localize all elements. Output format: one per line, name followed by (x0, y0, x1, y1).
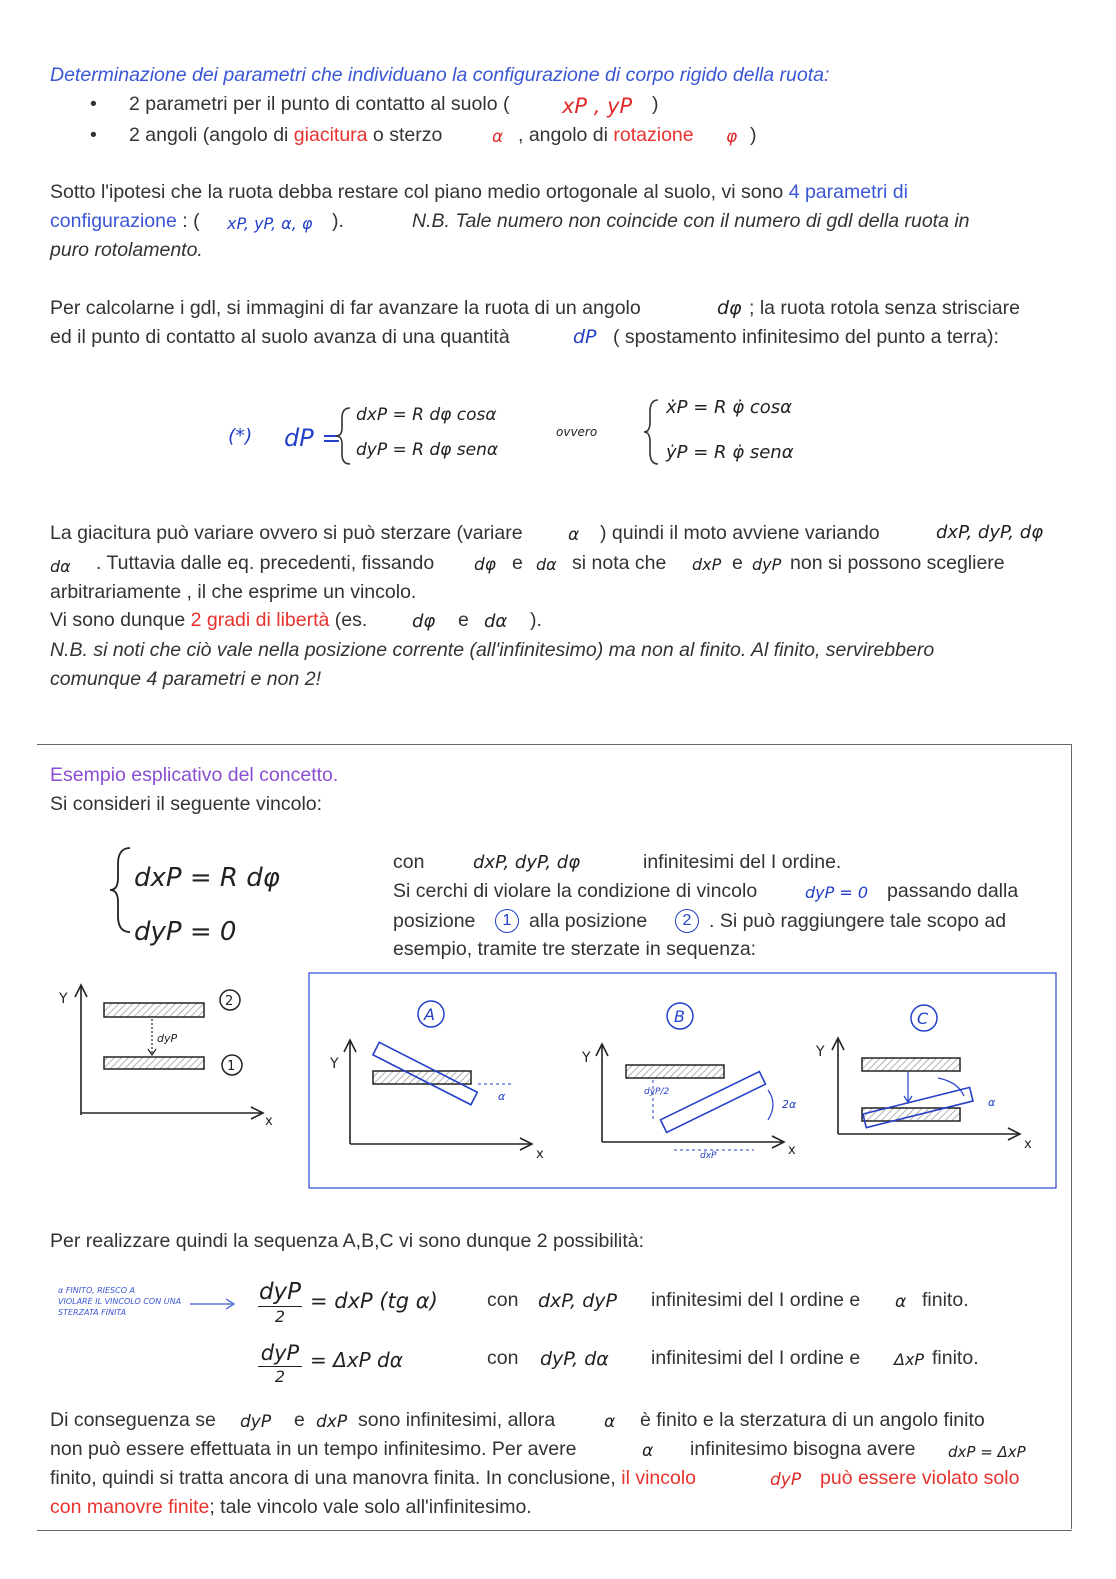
possibilities-intro: Per realizzare quindi la sequenza A,B,C vi sono dunque 2 possibilità: (50, 1230, 645, 1252)
nb-note-finite: N.B. si noti che ciò vale nella posizione corrente (all'infinitesimo) ma non al finito. Al finito, servirebbero (50, 639, 935, 661)
nb-note-finite-line2: comunque 4 parametri e non 2! (50, 668, 322, 690)
constraint-row1: dxP = R dφ (134, 863, 280, 893)
example-text-line4: esempio, tramite tre sterzate in sequenza: (393, 938, 757, 960)
nb-note: N.B. Tale numero non coincide con il numero di gdl della ruota in (412, 210, 970, 232)
figure-steering-sequence (308, 972, 1058, 1190)
panel-A-alpha: α (498, 1090, 506, 1103)
paragraph-steering-line1: La giacitura può variare ovvero si può sterzare (variare α ) quindi il moto avviene variando dxP, dyP, dφ (50, 522, 1044, 545)
formula1-desc: infinitesimi del I ordine e (651, 1289, 861, 1311)
formula2-finite: finito. (932, 1347, 979, 1369)
wheel-position-1 (104, 1057, 204, 1069)
bullet-text: 2 parametri per il punto di contatto al suolo ( (129, 93, 510, 115)
formula2-dxp: ΔxP (894, 1350, 925, 1369)
conclusion-line2: non può essere effettuata in un tempo infinitesimo. Per avere α infinitesimo bisogna avere dxP = ΔxP (50, 1438, 1026, 1461)
bullet-dot: • (90, 124, 97, 146)
figure-positions (55, 975, 295, 1130)
handwritten-dphi: dφ (717, 297, 742, 319)
notes-page: Determinazione dei parametri che individuano la configurazione di corpo rigido della ruota: • 2 parametri per il punto di contatto al suolo ( xP , yP ) • 2 angoli (angolo di giacitura o sterzo α , angolo di rotazione φ ) Sotto l'ipotesi che la ruota debba restare col piano medio ortogonale al suolo, vi sono 4 parametri di configurazione : ( xP, yP, α, φ ). N.B. Tale numero non coincide con il numero di gdl della ruota in puro rotolamento. Per calcolarne i gdl, si immagini di far avanzare la ruota di un angolo dφ ; la ruota rotola senza strisciare ed il punto di contatto al suolo avanza di una quantità dP ( spostamento infinitesimo del punto a terra): (*) dP = dxP = R dφ cosα dyP = R dφ senα ovvero ẋP = R φ̇ cosα ẏP = R φ̇ senα La giacitura può variare ovvero si può sterzare (variare α ) quindi il moto avviene variando dxP, dyP, dφ dα . Tuttavia dalle eq. precedenti, fissando dφ e dα si nota che dxP e dyP non si possono scegliere arbitrariamente , il che esprime un vincolo. Vi sono dunque 2 gradi di libertà (es. dφ e dα ). N.B. si noti che ciò vale nella posizione corrente (all'infinitesimo) ma non al finito. Al finito, servirebbero comunque 4 parametri e non 2! Esempio esplicativo del concetto. Si consideri il seguente vincolo: dxP = R dφ dyP = 0 con dxP, dyP, dφ infinitesimi del I ordine. Si cerchi di violare la condizione di vincolo dyP = 0 passando dalla posizione 1 alla posizione 2 . Si può raggiungere tale scopo ad esempio, tramite tre sterzate in sequenza: Y x dyP 2 1 A Y x α B Y x dyP/2 dxP 2α C Y x α Per realizzare quindi la sequenza A,B,C vi sono dunque 2 possibilità: α FINITO, RIESCO A VIOLARE IL VINCOLO CON UNA STERZATA FINITA dyP 2 = dxP (tg α) con dxP, dyP infinitesimi del I ordine e α finito. dyP 2 = ΔxP dα con dyP, dα infinitesimi del I ordine e ΔxP finito. Di conseguenza se dyP e dxP sono infinitesimi, allora α è finito e la sterzatura di un angolo finito non può essere effettuata in un tempo infinitesimo. Per avere α infinitesimo bisogna avere dxP = ΔxP finito, quindi si tratta ancora di una manovra finita. In conclusione, il vincolo dyP può essere violato solo con manovre finite; tale vincolo vale solo all'infinitesimo. (0, 0, 1116, 1579)
bullet-text-2: , angolo di rotazione (518, 124, 694, 146)
example-text-line1: con dxP, dyP, dφ infinitesimi del I ordine. (393, 851, 842, 873)
equation-lhs: dP = (284, 424, 342, 452)
handwritten-xp-yp: xP , yP (562, 94, 633, 118)
formula1-finite: finito. (922, 1289, 969, 1311)
brace-left (336, 408, 350, 464)
paragraph-hypothesis-line1: Sotto l'ipotesi che la ruota debba restare col piano medio ortogonale al suolo, vi sono 4 parametri di (50, 181, 908, 203)
equation-kinematics (0, 380, 1116, 480)
example-text-line2: Si cerchi di violare la condizione di vincolo dyP = 0 passando dalla (393, 880, 1019, 902)
panel-C-label: C (917, 1009, 929, 1028)
margin-note: α FINITO, RIESCO A VIOLARE IL VINCOLO CON UNA STERZATA FINITA (58, 1286, 182, 1317)
example-title: Esempio esplicativo del concetto. (50, 764, 339, 786)
equation-row2: dyP = R dφ senα (356, 440, 499, 460)
formula1-fraction: dyP 2 (258, 1279, 302, 1326)
formula2-fraction: dyP 2 (256, 1340, 304, 1387)
panel-B (581, 1003, 797, 1161)
formula1-con: con (487, 1289, 519, 1311)
pos-label-1: 1 (227, 1059, 236, 1074)
formula1-alpha: α (895, 1292, 907, 1312)
equation-s2: ẏP = R φ̇ senα (666, 442, 794, 463)
panel-B-dxp: dxP (700, 1151, 717, 1161)
circled-number-1: 1 (495, 909, 519, 933)
bullet-dot: • (90, 93, 97, 115)
formula2-desc: infinitesimi del I ordine e (651, 1347, 861, 1369)
handwritten-config-params: xP, yP, α, φ (227, 214, 313, 233)
paragraph-hypothesis-line2: configurazione : ( xP, yP, α, φ ). N.B. Tale numero non coincide con il numero di gdl della ruota in (50, 208, 1050, 234)
equation-tag: (*) (228, 425, 253, 447)
equation-s1: ẋP = R φ̇ cosα (666, 397, 793, 418)
handwritten-dP: dP (573, 326, 597, 348)
formula2-rhs: = ΔxP dα (310, 1348, 403, 1372)
box-bottom-border (37, 1530, 1072, 1531)
paragraph-gdl-line2: ed il punto di contatto al suolo avanza di una quantità dP ( spostamento infinitesimo del punto a terra): (50, 326, 999, 348)
nb-note-line2: puro rotolamento. (50, 239, 203, 261)
brace-right (644, 400, 658, 464)
handwritten-alpha: α (492, 127, 504, 147)
example-text-line3: posizione 1 alla posizione 2 . Si può raggiungere tale scopo ad (393, 910, 1007, 932)
example-intro: Si consideri il seguente vincolo: (50, 793, 323, 815)
conclusion-line4: con manovre finite; tale vincolo vale solo all'infinitesimo. (50, 1496, 532, 1518)
paragraph-gdl-line1: Per calcolarne i gdl, si immagini di far avanzare la ruota di un angolo dφ ; la ruota rotola senza strisciare (50, 297, 1020, 319)
bracket: ) (750, 124, 757, 146)
panel-B-2alpha: 2α (782, 1098, 797, 1111)
panel-B-y: Y (582, 1050, 591, 1066)
panel-A (329, 1001, 544, 1162)
axis-y-label: Y (59, 991, 68, 1007)
panel-C-y: Y (816, 1044, 825, 1060)
panel-A-x: x (536, 1147, 544, 1162)
bullet-text: 2 angoli (angolo di giacitura o sterzo (129, 124, 443, 146)
bracket: ) (652, 93, 659, 115)
circled-number-2: 2 (675, 909, 699, 933)
margin-note-arrow (188, 1296, 238, 1312)
formula2-con: con (487, 1347, 519, 1369)
panel-C (815, 1005, 1032, 1152)
panel-B-x: x (788, 1143, 796, 1158)
formula1-vars: dxP, dyP (538, 1290, 617, 1312)
handwritten-phi: φ (726, 127, 738, 147)
axis-x-label: x (265, 1114, 273, 1129)
section-title-parameters: Determinazione dei parametri che individuano la configurazione di corpo rigido della ruota: (50, 64, 830, 86)
box-top-border (37, 744, 1072, 745)
panel-C-x: x (1024, 1137, 1032, 1152)
panel-A-y: Y (330, 1056, 339, 1072)
panel-C-alpha: α (988, 1096, 996, 1109)
pos-label-2: 2 (225, 994, 234, 1009)
panel-B-dyp2: dyP/2 (644, 1087, 670, 1097)
ovvero-label: ovvero (556, 425, 598, 439)
conclusion-line1: Di conseguenza se dyP e dxP sono infinitesimi, allora α è finito e la sterzatura di un angolo finito (50, 1409, 985, 1432)
equation-row1: dxP = R dφ cosα (356, 405, 497, 425)
panel-A-label: A (424, 1005, 435, 1024)
box-right-border (1071, 744, 1072, 1529)
constraint-equation (100, 840, 300, 960)
formula1-rhs: = dxP (tg α) (310, 1289, 438, 1313)
wheel-position-2 (104, 1003, 204, 1017)
paragraph-dof: Vi sono dunque 2 gradi di libertà (es. dφ e dα ). (50, 609, 542, 632)
dyp-label: dyP (157, 1032, 178, 1045)
conclusion-line3: finito, quindi si tratta ancora di una manovra finita. In conclusione, il vincolo dyP può essere violato solo (50, 1467, 1020, 1490)
constraint-row2: dyP = 0 (134, 917, 237, 947)
formula2-vars: dyP, dα (540, 1348, 609, 1370)
paragraph-steering-line3: arbitrariamente , il che esprime un vincolo. (50, 581, 417, 603)
panel-B-label: B (674, 1007, 685, 1026)
